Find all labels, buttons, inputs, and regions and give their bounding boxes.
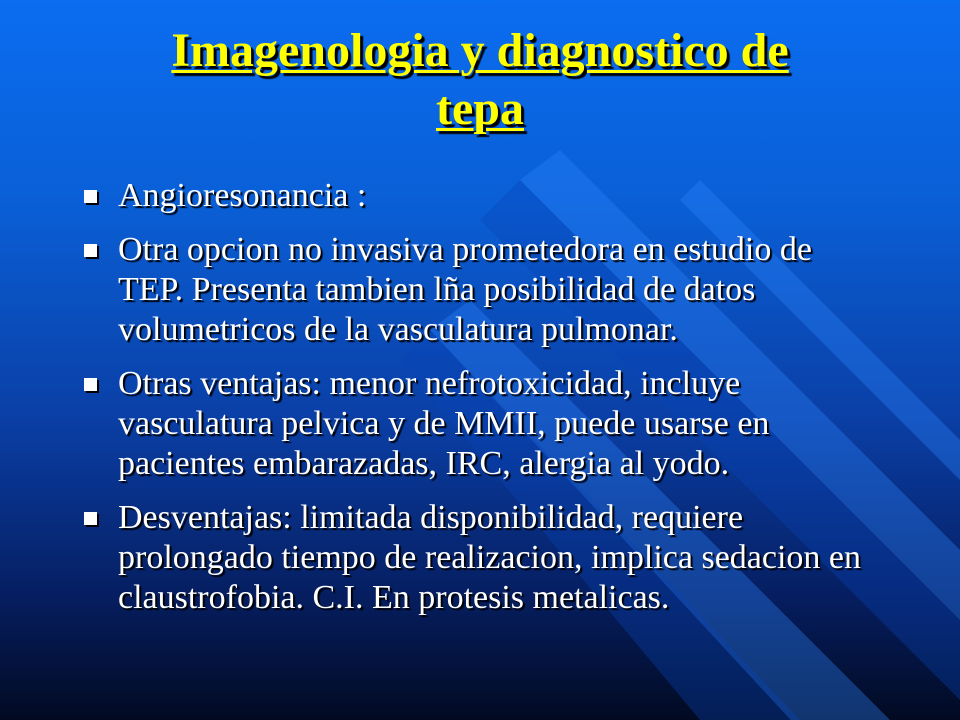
square-bullet-icon [84, 512, 97, 525]
bullet-item-desventajas [82, 498, 882, 618]
bullet-item-ventajas [82, 364, 882, 484]
slide-title [0, 22, 960, 138]
bullet-text: Otra opcion no invasiva prometedora en estudio de TEP. Presenta tambien lña posibilidad de datos volumetricos de la vasculatura pulmonar. [118, 231, 812, 348]
bullet-item-angioresonancia [82, 176, 882, 216]
square-bullet-icon [84, 244, 97, 257]
slide-title-line-1: Imagenologia y diagnostico de [171, 24, 789, 77]
square-bullet-icon [84, 378, 97, 391]
bullet-item-otra-opcion [82, 230, 882, 350]
bullet-text: Desventajas: limitada disponibilidad, requiere prolongado tiempo de realizacion, implica sedacion en claustrofobia. C.I. En protesis metalicas. [118, 499, 862, 616]
square-bullet-icon [84, 190, 97, 203]
bullet-text: Otras ventajas: menor nefrotoxicidad, incluye vasculatura pelvica y de MMII, puede usarse en pacientes embarazadas, IRC, alergia al yodo. [118, 365, 770, 482]
slide-title-line-2: tepa [436, 82, 524, 135]
bullet-list [82, 176, 882, 632]
bullet-text: Angioresonancia : [118, 177, 367, 214]
